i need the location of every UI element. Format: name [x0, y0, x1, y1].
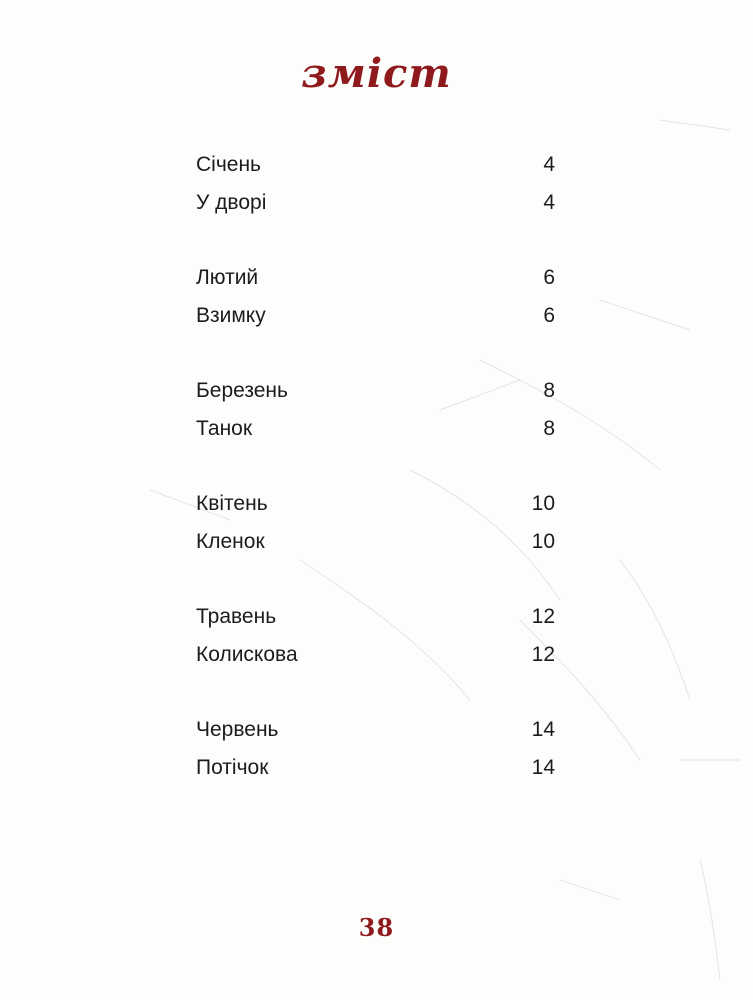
toc-entry-page: 14	[531, 756, 555, 779]
toc-entry-title: Березень	[196, 379, 288, 402]
toc-entry	[196, 523, 555, 561]
toc-group	[196, 711, 555, 787]
toc-entry-page: 12	[531, 643, 555, 666]
toc-group	[196, 372, 555, 448]
toc-group	[196, 259, 555, 335]
toc-entry-title: Потічок	[196, 756, 269, 779]
toc-entry-page: 4	[543, 153, 555, 176]
page-title: зміст	[301, 50, 452, 97]
toc-entry	[196, 636, 555, 674]
toc-entry	[196, 297, 555, 335]
toc-entry-title: Взимку	[196, 304, 266, 327]
toc-entry	[196, 711, 555, 749]
toc-entry	[196, 598, 555, 636]
toc-entry-title: У дворі	[196, 191, 267, 214]
toc-entry-title: Січень	[196, 153, 261, 176]
toc-entry-page: 12	[531, 605, 555, 628]
toc-entry-title: Кленок	[196, 530, 265, 553]
toc-entry-page: 10	[531, 492, 555, 515]
toc-entry	[196, 372, 555, 410]
toc-entry	[196, 410, 555, 448]
toc-group	[196, 598, 555, 674]
toc-entry-title: Квітень	[196, 492, 268, 515]
toc-entry-page: 14	[531, 718, 555, 741]
table-of-contents	[196, 146, 555, 824]
toc-entry-page: 10	[531, 530, 555, 553]
toc-entry-page: 6	[543, 266, 555, 289]
toc-entry	[196, 184, 555, 222]
toc-entry-title: Червень	[196, 718, 279, 741]
toc-entry-page: 4	[543, 191, 555, 214]
toc-group	[196, 146, 555, 222]
toc-entry-title: Травень	[196, 605, 277, 628]
page-number: 38	[358, 913, 395, 942]
toc-entry-page: 6	[543, 304, 555, 327]
toc-entry	[196, 485, 555, 523]
toc-entry-page: 8	[543, 417, 555, 440]
toc-entry-title: Колискова	[196, 643, 298, 666]
toc-entry-title: Лютий	[196, 266, 259, 289]
toc-entry	[196, 259, 555, 297]
toc-entry	[196, 749, 555, 787]
toc-entry-title: Танок	[196, 417, 253, 440]
toc-entry-page: 8	[543, 379, 555, 402]
toc-entry	[196, 146, 555, 184]
toc-group	[196, 485, 555, 561]
